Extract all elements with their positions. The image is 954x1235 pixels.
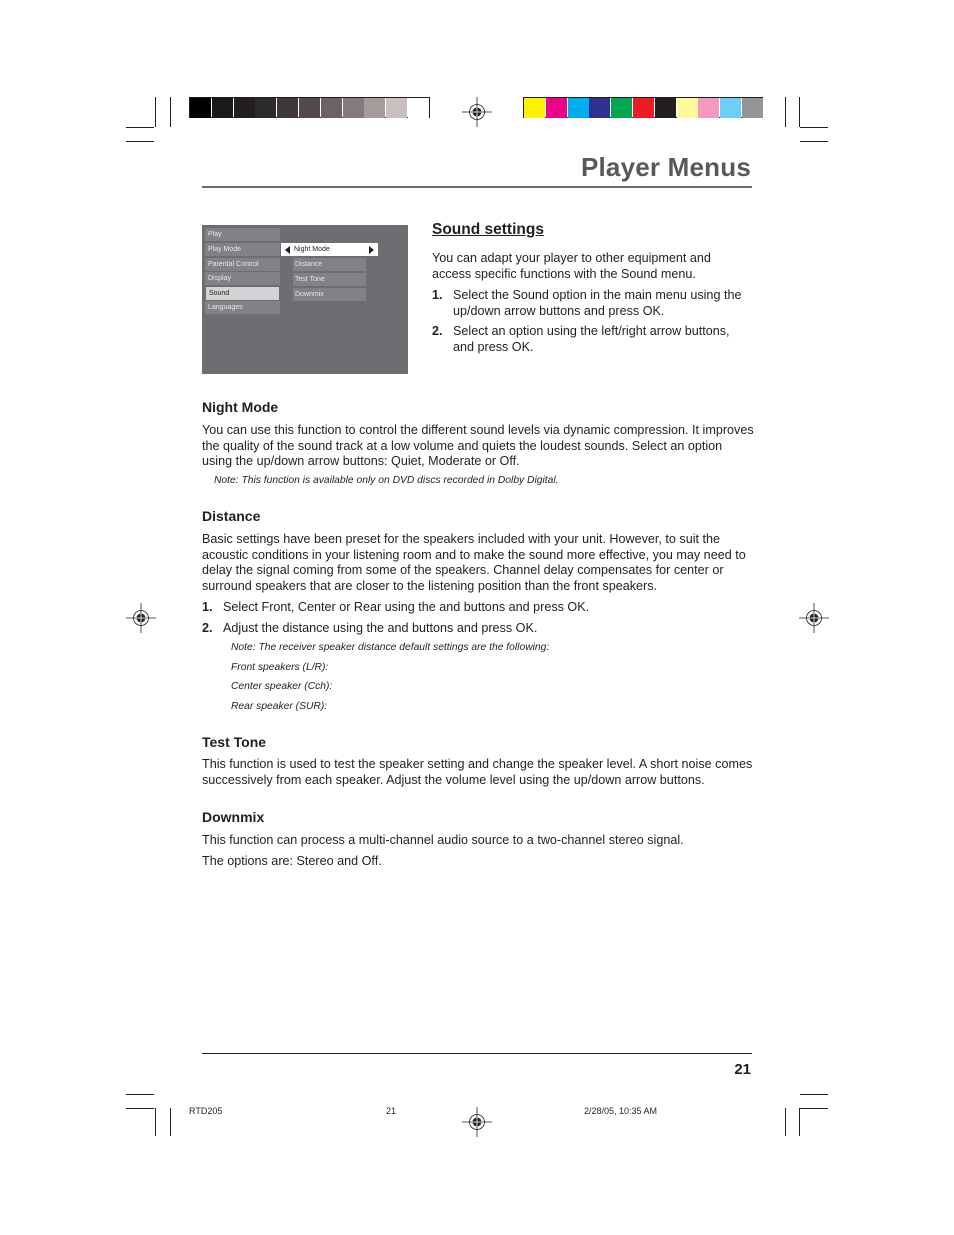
color-swatch — [546, 98, 567, 118]
color-swatch — [568, 98, 589, 118]
step-number: 1. — [432, 288, 443, 302]
step-text: Adjust the distance using the and buttons and press OK. — [223, 621, 538, 635]
gray-swatch — [212, 98, 233, 118]
downmix-heading: Downmix — [202, 809, 265, 825]
page-number: 21 — [734, 1061, 751, 1078]
color-swatch — [742, 98, 763, 118]
night-mode-body: You can use this function to control the different sound levels via dynamic compression. It improves the quality of the sound track at a low volume and quiets the loudest sounds. Select an option using the up/down arrow buttons: Quiet, Moderate or Off. — [202, 423, 754, 469]
slug-page: 21 — [386, 1106, 397, 1116]
sound-settings-intro: You can adapt your player to other equipment and access specific functions with the Sound menu. — [432, 251, 711, 281]
osd-menu-item-sound: Sound — [206, 287, 279, 300]
gray-swatch — [364, 98, 385, 118]
color-swatch — [698, 98, 719, 118]
right-arrow-icon — [369, 246, 374, 254]
sound-settings-heading: Sound settings — [432, 221, 544, 238]
night-mode-note: Note: This function is available only on DVD discs recorded in Dolby Digital. — [214, 475, 559, 486]
left-arrow-icon — [285, 246, 290, 254]
osd-submenu-distance: Distance — [293, 258, 366, 271]
gray-swatch — [343, 98, 364, 118]
osd-menu-item-parental-control: Parental Control — [205, 258, 280, 271]
default-center-speaker: Center speaker (Cch): — [231, 681, 333, 692]
color-swatch — [589, 98, 610, 118]
default-front-speakers: Front speakers (L/R): — [231, 662, 329, 673]
color-swatch — [677, 98, 698, 118]
distance-step-2 — [202, 621, 754, 637]
step-number: 1. — [202, 600, 213, 614]
osd-submenu-night-mode — [281, 243, 378, 256]
distance-step-1 — [202, 600, 754, 616]
downmix-options: The options are: Stereo and Off. — [202, 854, 382, 868]
slug-timestamp: 2/28/05, 10:35 AM — [584, 1106, 658, 1116]
test-tone-body: This function is used to test the speaker setting and change the speaker level. A short noise comes successively from each speaker. Adjust the volume level using the up/down arrow buttons. — [202, 757, 753, 787]
slug-job-name: RTD205 — [189, 1106, 223, 1116]
sound-menu-screenshot — [202, 225, 408, 374]
footer-divider — [202, 1053, 752, 1054]
color-swatch — [611, 98, 632, 118]
osd-submenu-label: Night Mode — [294, 246, 330, 253]
default-rear-speaker: Rear speaker (SUR): — [231, 701, 328, 712]
osd-submenu-downmix: Downmix — [293, 288, 366, 301]
page-title: Player Menus — [580, 152, 751, 182]
sound-step-2 — [432, 324, 754, 355]
sound-step-1 — [432, 288, 754, 319]
color-swatch — [655, 98, 676, 118]
test-tone-heading: Test Tone — [202, 734, 267, 750]
night-mode-heading: Night Mode — [202, 399, 279, 415]
gray-swatch — [321, 98, 342, 118]
distance-body: Basic settings have been preset for the speakers included with your unit. However, to suit the acoustic conditions in your listening room and to make the sound more effective, you may need to delay the signal coming from some of the speakers. Channel delay compensates for center or surround speakers that are closer to the listening position than the front speakers. — [202, 532, 746, 594]
gray-swatch — [408, 98, 429, 118]
step-text: Select the Sound option in the main menu using the up/down arrow buttons and press OK. — [453, 288, 742, 318]
downmix-body: This function can process a multi-channel audio source to a two-channel stereo signal. — [202, 833, 684, 847]
step-text: Select an option using the left/right arrow buttons, and press OK. — [453, 324, 730, 354]
registration-mark-icon — [799, 603, 829, 633]
step-text: Select Front, Center or Rear using the and buttons and press OK. — [223, 600, 590, 614]
gray-swatch — [277, 98, 298, 118]
osd-menu-item-play-mode: Play Mode — [205, 243, 280, 256]
gray-swatch — [386, 98, 407, 118]
color-swatch — [524, 98, 545, 118]
registration-mark-icon — [126, 603, 156, 633]
osd-submenu-test-tone: Test Tone — [293, 273, 366, 286]
gray-swatch — [234, 98, 255, 118]
color-swatch — [720, 98, 741, 118]
step-number: 2. — [432, 324, 443, 338]
step-number: 2. — [202, 621, 213, 635]
osd-menu-item-play: Play — [205, 228, 280, 241]
distance-heading: Distance — [202, 508, 261, 524]
gray-swatch — [255, 98, 276, 118]
gray-swatch — [190, 98, 211, 118]
registration-mark-icon — [462, 97, 492, 127]
gray-swatch — [299, 98, 320, 118]
distance-note: Note: The receiver speaker distance default settings are the following: — [231, 642, 550, 653]
title-divider — [202, 186, 752, 188]
osd-menu-item-languages: Languages — [205, 301, 280, 314]
registration-mark-icon — [462, 1107, 492, 1137]
osd-menu-item-display: Display — [205, 272, 280, 285]
color-swatch — [633, 98, 654, 118]
